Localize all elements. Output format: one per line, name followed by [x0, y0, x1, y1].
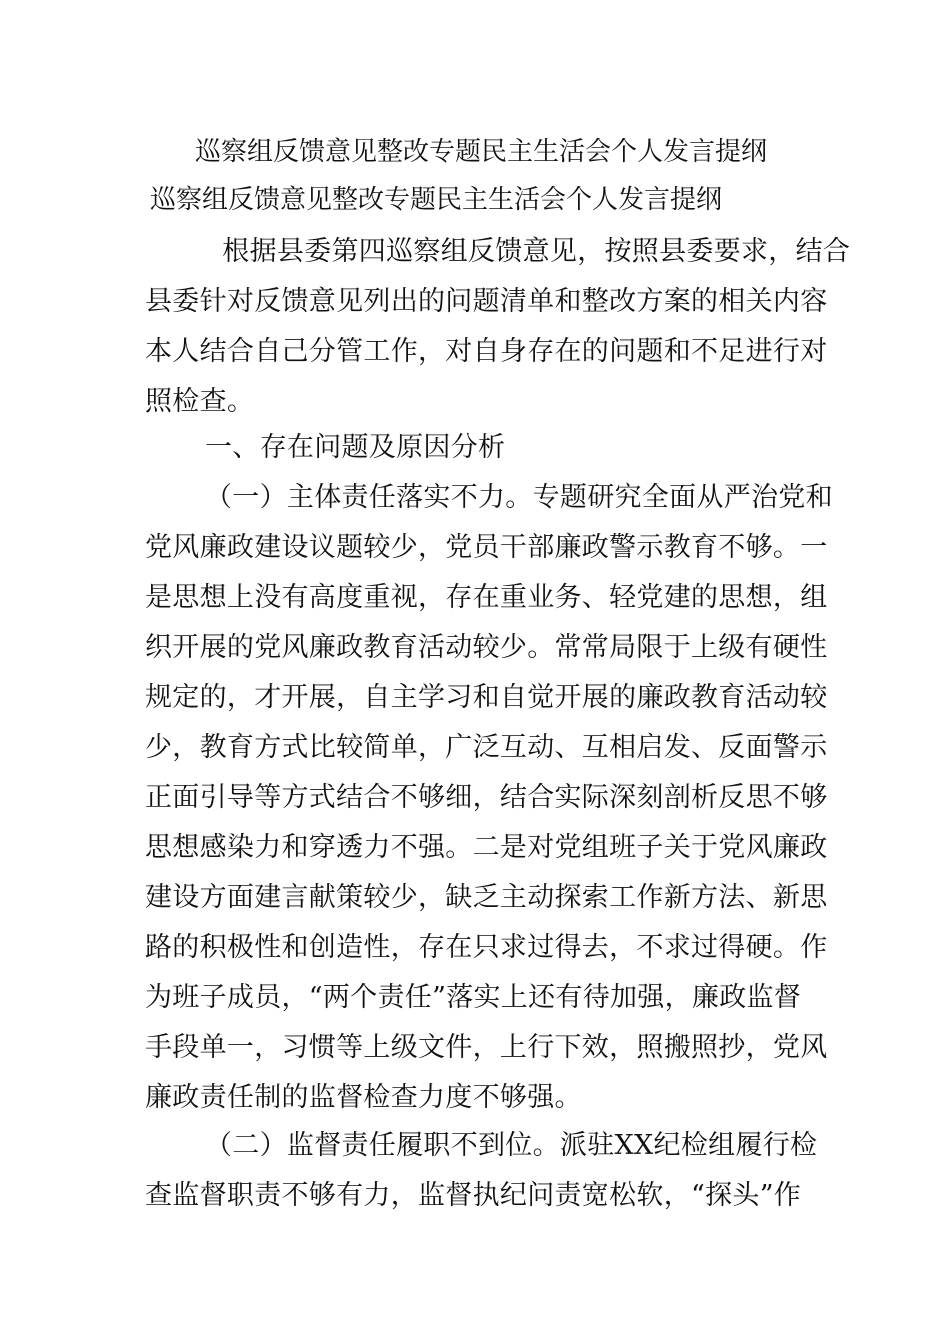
paragraph-line: 是思想上没有高度重视，存在重业务、轻党建的思想，组 — [145, 582, 828, 613]
document-subtitle: 巡察组反馈意见整改专题民主生活会个人发言提纲 — [150, 185, 723, 215]
paragraph-line: 正面引导等方式结合不够细，结合实际深刻剖析反思不够 — [145, 782, 828, 813]
paragraph-line: 廉政责任制的监督检查力度不够强。 — [145, 1082, 582, 1113]
paragraph-line: 建设方面建言献策较少，缺乏主动探索工作新方法、新思 — [145, 882, 828, 913]
paragraph-line: 查监督职责不够有力，监督执纪问责宽松软，“探头”作 — [145, 1180, 802, 1211]
paragraph-line: 为班子成员，“两个责任”落实上还有待加强，廉政监督 — [145, 982, 802, 1013]
paragraph-line: 路的积极性和创造性，存在只求过得去，不求过得硬。作 — [145, 932, 828, 963]
paragraph-line: 织开展的党风廉政教育活动较少。常常局限于上级有硬性 — [145, 632, 828, 663]
paragraph-line: 本人结合自己分管工作，对自身存在的问题和不足进行对 — [145, 336, 828, 367]
document-title: 巡察组反馈意见整改专题民主生活会个人发言提纲 — [195, 137, 768, 167]
paragraph-line: 县委针对反馈意见列出的问题清单和整改方案的相关内容 — [145, 286, 828, 317]
section-heading: 一、存在问题及原因分析 — [205, 432, 506, 463]
paragraph-line: 思想感染力和穿透力不强。二是对党组班子关于党风廉政 — [145, 832, 828, 863]
paragraph-line: 照检查。 — [145, 386, 255, 417]
paragraph-line: 规定的，才开展，自主学习和自觉开展的廉政教育活动较 — [145, 682, 828, 713]
paragraph-line: 根据县委第四巡察组反馈意见，按照县委要求，结合 — [195, 236, 851, 267]
paragraph-line: 手段单一，习惯等上级文件，上行下效，照搬照抄，党风 — [145, 1032, 828, 1063]
paragraph-line: 少，教育方式比较简单，广泛互动、互相启发、反面警示 — [145, 732, 828, 763]
paragraph-line: （二）监督责任履职不到位。派驻XX纪检组履行检 — [205, 1130, 818, 1161]
paragraph-line: 党风廉政建设议题较少，党员干部廉政警示教育不够。一 — [145, 532, 828, 563]
paragraph-line: （一）主体责任落实不力。专题研究全面从严治党和 — [205, 482, 833, 513]
